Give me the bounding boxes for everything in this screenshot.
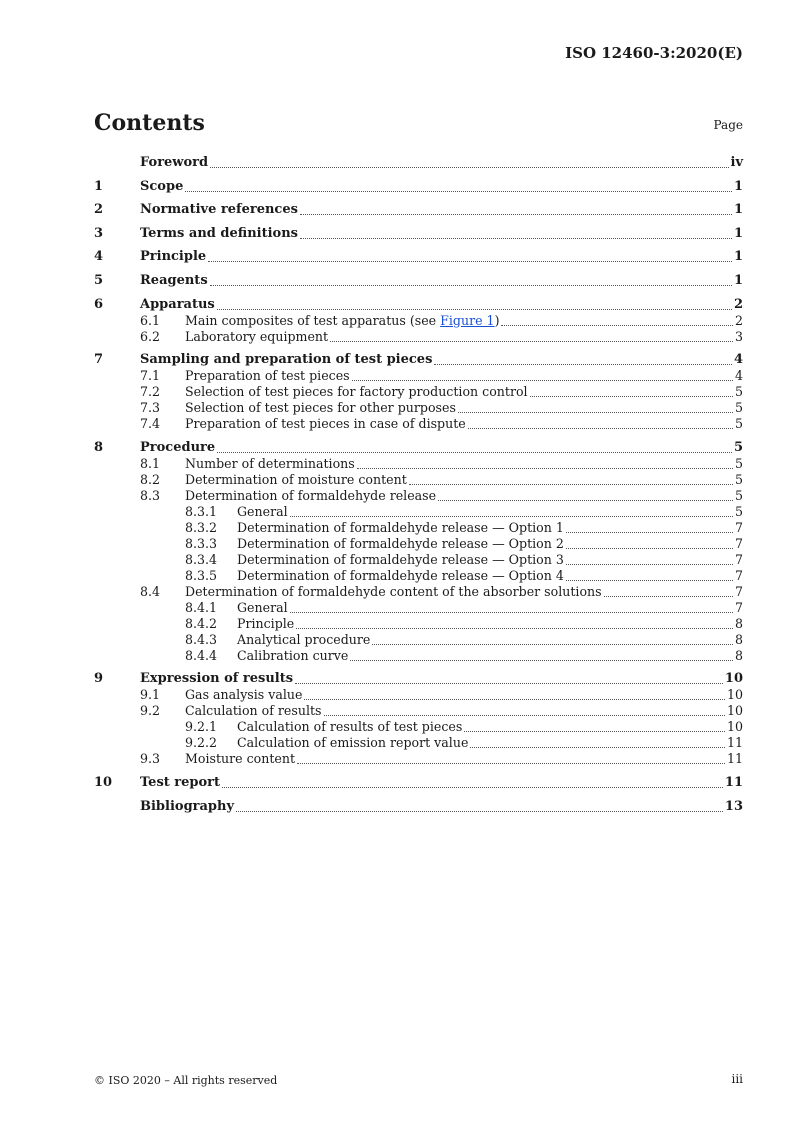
dot-leader <box>295 683 723 684</box>
toc-entry-number: 8.3.4 <box>185 551 218 567</box>
toc-entry-title: Determination of formaldehyde content of the absorber solutions <box>185 583 602 599</box>
toc-entry-page: 7 <box>734 519 743 535</box>
toc-entry-page: 4 <box>733 352 743 368</box>
toc-entry-title: Preparation of test pieces in case of dispute <box>185 416 466 432</box>
toc-entry-title: Foreword <box>140 155 209 170</box>
toc-entry-page: 1 <box>733 225 743 241</box>
toc-entry-page: 10 <box>724 671 743 687</box>
toc-entry[interactable] <box>94 600 743 616</box>
toc-entry-page: 4 <box>734 368 743 384</box>
toc-entry-number: 1 <box>94 178 104 194</box>
page-column-label: Page <box>713 118 743 132</box>
toc-entry-number: 7.4 <box>140 416 161 432</box>
dot-leader <box>501 325 733 326</box>
toc-entry-title: Moisture content <box>185 751 296 767</box>
toc-entry-title: Determination of formaldehyde release — Option 4 <box>237 567 564 583</box>
dot-leader <box>566 532 733 533</box>
toc-entry-title: Calibration curve <box>237 647 349 663</box>
toc-entry[interactable] <box>94 536 743 552</box>
dot-leader <box>210 167 728 168</box>
toc-entry-page: 1 <box>733 202 743 218</box>
toc-entry[interactable] <box>94 155 743 171</box>
toc-entry-title: Test report <box>140 774 221 790</box>
toc-entry[interactable] <box>94 368 743 384</box>
toc-entry-number: 8.3.3 <box>185 535 218 551</box>
toc-entry-title: General <box>237 599 288 615</box>
toc-entry-page: 8 <box>734 647 743 663</box>
toc-entry-page: 11 <box>726 751 743 767</box>
toc-entry[interactable] <box>94 751 743 767</box>
toc-entry[interactable] <box>94 352 743 368</box>
toc-entry-number: 6.1 <box>140 312 161 328</box>
toc-entry-page: 5 <box>734 487 743 503</box>
dot-leader <box>300 214 732 215</box>
toc-entry-page: 1 <box>733 249 743 265</box>
toc-entry-number: 8.3.5 <box>185 567 218 583</box>
toc-entry[interactable] <box>94 735 743 751</box>
toc-entry-number: 9.1 <box>140 687 161 703</box>
toc-entry-title <box>185 313 499 328</box>
dot-leader <box>290 612 733 613</box>
dot-leader <box>566 548 733 549</box>
dot-leader <box>290 516 733 517</box>
dot-leader <box>297 763 725 764</box>
dot-leader <box>409 484 733 485</box>
toc-entry[interactable] <box>94 329 743 345</box>
toc-entry-page: 7 <box>734 583 743 599</box>
toc-entry[interactable] <box>94 488 743 504</box>
toc-entry-title: Apparatus <box>140 296 215 312</box>
toc-entry-title: Principle <box>237 615 295 631</box>
toc-entry-page: 5 <box>734 503 743 519</box>
dot-leader <box>357 468 733 469</box>
toc-entry-page: 7 <box>734 567 743 583</box>
dot-leader <box>185 191 732 192</box>
toc-entry-title: Bibliography <box>140 798 235 814</box>
toc-entry-title: Number of determinations <box>185 455 355 471</box>
toc-entry[interactable] <box>94 440 743 456</box>
dot-leader <box>300 238 732 239</box>
toc-entry-title-suffix: ) <box>494 312 500 328</box>
toc-entry[interactable] <box>94 799 743 815</box>
toc-entry-number: 4 <box>94 249 104 265</box>
toc-entry-title: Normative references <box>140 202 298 218</box>
toc-entry[interactable] <box>94 273 743 289</box>
toc-entry-title: Selection of test pieces for factory production control <box>185 384 528 400</box>
toc-entry-title: Scope <box>140 178 184 194</box>
toc-entry-page: 5 <box>733 439 743 455</box>
toc-entry-number: 8 <box>94 439 104 455</box>
toc-entry-number: 8.1 <box>140 455 161 471</box>
dot-leader <box>236 811 723 812</box>
toc-entry-number: 7.3 <box>140 400 161 416</box>
dot-leader <box>458 412 733 413</box>
toc-entry-page: 13 <box>724 798 743 814</box>
toc-entry-title: Selection of test pieces for other purposes <box>185 400 456 416</box>
dot-leader <box>217 309 732 310</box>
toc-entry-number: 5 <box>94 272 104 288</box>
toc-entry[interactable] <box>94 648 743 664</box>
toc-entry-title-text: Main composites of test apparatus (see <box>185 312 441 328</box>
toc-entry-number: 8.4.1 <box>185 599 218 615</box>
toc-entry[interactable] <box>94 297 743 313</box>
toc-entry-title: Analytical procedure <box>237 631 371 647</box>
toc-entry-page: 2 <box>733 296 743 312</box>
toc-entry-number: 8.3 <box>140 487 161 503</box>
toc-entry-number: 7.2 <box>140 384 161 400</box>
toc-entry-number: 8.4.4 <box>185 647 218 663</box>
toc-entry-page: 8 <box>734 615 743 631</box>
toc-entry-page: 10 <box>726 703 743 719</box>
dot-leader <box>470 747 725 748</box>
toc-entry-title: Expression of results <box>140 671 294 687</box>
toc-entry-number: 9.3 <box>140 751 161 767</box>
toc-entry[interactable] <box>94 703 743 719</box>
toc-entry[interactable] <box>94 632 743 648</box>
toc-entry-number: 9 <box>94 671 104 687</box>
contents-title: Contents <box>94 110 205 136</box>
dot-leader <box>434 364 732 365</box>
copyright-notice: © ISO 2020 – All rights reserved <box>94 1074 278 1087</box>
toc-entry-page: 7 <box>734 551 743 567</box>
toc-entry-page: 7 <box>734 535 743 551</box>
toc-entry-page: 5 <box>734 416 743 432</box>
toc-entry[interactable] <box>94 313 743 329</box>
toc-entry-page: 2 <box>734 312 743 328</box>
toc-entry[interactable] <box>94 552 743 568</box>
toc-entry[interactable] <box>94 202 743 218</box>
toc-entry-number: 9.2.1 <box>185 719 218 735</box>
page-number: iii <box>731 1072 743 1086</box>
dot-leader <box>222 787 723 788</box>
dot-leader <box>296 628 733 629</box>
dot-leader <box>438 500 733 501</box>
toc-entry-page: 5 <box>734 455 743 471</box>
toc-entry-title: Determination of formaldehyde release — Option 3 <box>237 551 564 567</box>
toc-entry[interactable] <box>94 226 743 242</box>
toc-entry[interactable] <box>94 400 743 416</box>
toc-entry-title: Principle <box>140 249 207 265</box>
toc-entry-number: 9.2.2 <box>185 735 218 751</box>
toc-entry[interactable] <box>94 179 743 195</box>
toc-entry[interactable] <box>94 472 743 488</box>
toc-entry-page: 1 <box>733 272 743 288</box>
toc-entry-number: 2 <box>94 202 104 218</box>
dot-leader <box>464 731 725 732</box>
toc-entry-number: 7 <box>94 352 104 368</box>
toc-entry-title: Reagents <box>140 272 208 288</box>
toc-entry-page: 11 <box>724 774 743 790</box>
toc-entry-title: Calculation of results <box>185 703 322 719</box>
toc-entry-page: 10 <box>726 687 743 703</box>
dot-leader <box>468 428 733 429</box>
toc-entry-title: Determination of formaldehyde release <box>185 487 437 503</box>
toc-entry-number: 10 <box>94 774 113 790</box>
figure-link[interactable]: Figure 1 <box>440 312 495 328</box>
toc-entry[interactable] <box>94 719 743 735</box>
table-of-contents <box>94 155 743 815</box>
toc-entry-number: 8.3.2 <box>185 519 218 535</box>
toc-entry-number: 7.1 <box>140 368 161 384</box>
toc-entry-number: 3 <box>94 225 104 241</box>
toc-entry-title: Gas analysis value <box>185 687 303 703</box>
dot-leader <box>566 564 733 565</box>
toc-entry-title: Procedure <box>140 439 216 455</box>
toc-entry-title: Determination of formaldehyde release — Option 2 <box>237 535 564 551</box>
toc-entry-title: Terms and definitions <box>140 225 298 241</box>
toc-entry-page: 11 <box>726 735 743 751</box>
toc-entry-number: 8.2 <box>140 471 161 487</box>
toc-entry[interactable] <box>94 456 743 472</box>
toc-entry-title: Determination of moisture content <box>185 471 407 487</box>
dot-leader <box>330 341 733 342</box>
toc-entry-page: 5 <box>734 384 743 400</box>
toc-entry[interactable] <box>94 384 743 400</box>
toc-entry-number: 8.4.2 <box>185 615 218 631</box>
toc-entry-title: Determination of formaldehyde release — Option 1 <box>237 519 564 535</box>
toc-entry[interactable] <box>94 775 743 791</box>
dot-leader <box>208 261 732 262</box>
toc-entry[interactable] <box>94 520 743 536</box>
toc-entry-number: 6.2 <box>140 328 161 344</box>
toc-entry-title: General <box>237 503 288 519</box>
toc-entry-page: iv <box>730 155 743 170</box>
toc-entry[interactable] <box>94 568 743 584</box>
dot-leader <box>324 715 725 716</box>
dot-leader <box>350 660 733 661</box>
toc-entry-page: 5 <box>734 400 743 416</box>
toc-entry-page: 10 <box>726 719 743 735</box>
dot-leader <box>352 380 733 381</box>
toc-entry[interactable] <box>94 504 743 520</box>
toc-entry-number: 6 <box>94 296 104 312</box>
toc-entry[interactable] <box>94 616 743 632</box>
toc-entry-number: 8.4.3 <box>185 631 218 647</box>
toc-entry-page: 1 <box>733 178 743 194</box>
toc-entry[interactable] <box>94 249 743 265</box>
toc-entry-page: 8 <box>734 631 743 647</box>
toc-entry[interactable] <box>94 671 743 687</box>
toc-entry-number: 8.3.1 <box>185 503 218 519</box>
toc-entry-page: 3 <box>734 328 743 344</box>
toc-entry-page: 7 <box>734 599 743 615</box>
dot-leader <box>217 452 732 453</box>
toc-entry-title: Calculation of emission report value <box>237 735 469 751</box>
dot-leader <box>604 596 733 597</box>
dot-leader <box>304 699 724 700</box>
toc-entry-number: 9.2 <box>140 703 161 719</box>
toc-entry[interactable] <box>94 584 743 600</box>
dot-leader <box>566 580 733 581</box>
toc-entry[interactable] <box>94 416 743 432</box>
dot-leader <box>372 644 733 645</box>
document-id: ISO 12460-3:2020(E) <box>565 44 743 62</box>
toc-entry-page: 5 <box>734 471 743 487</box>
toc-entry-title: Sampling and preparation of test pieces <box>140 352 433 368</box>
toc-entry-title: Laboratory equipment <box>185 328 329 344</box>
toc-entry-number: 8.4 <box>140 583 161 599</box>
dot-leader <box>210 285 732 286</box>
toc-entry[interactable] <box>94 687 743 703</box>
toc-entry-title: Preparation of test pieces <box>185 368 350 384</box>
dot-leader <box>530 396 733 397</box>
toc-entry-title: Calculation of results of test pieces <box>237 719 463 735</box>
